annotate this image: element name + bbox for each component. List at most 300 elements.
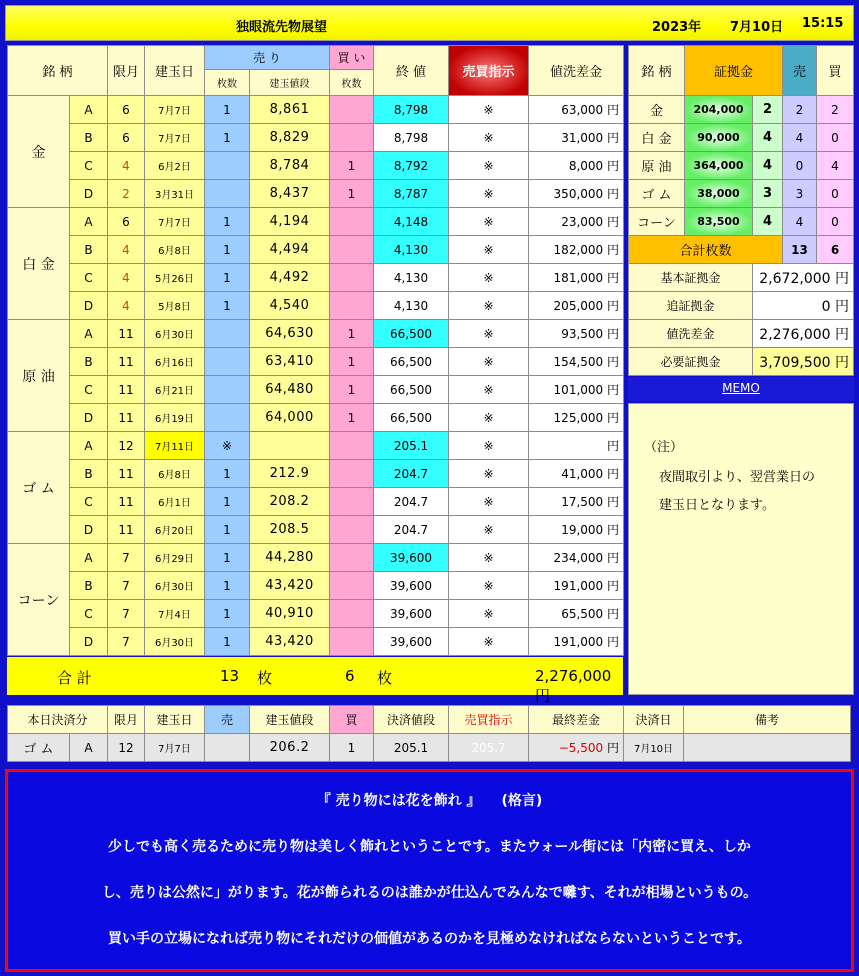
close-price: 66,500 [374, 404, 449, 432]
margin-row [629, 96, 854, 124]
mark-diff: 41,000 円 [529, 460, 624, 488]
buy-qty [330, 96, 374, 124]
margin-amount: 38,000 [685, 180, 753, 208]
sell-qty: 1 [205, 96, 250, 124]
col-close: 終 値 [374, 46, 449, 96]
position-row [8, 348, 624, 376]
contract-month: 6 [108, 208, 145, 236]
settle-open-date: 7月7日 [145, 734, 205, 762]
margin-buy: 0 [817, 208, 854, 236]
position-row [8, 488, 624, 516]
settle-col-final: 最終差金 [529, 706, 624, 734]
margin-col-sell: 売 [783, 46, 817, 96]
contract-month: 4 [108, 236, 145, 264]
margin-sell: 4 [783, 124, 817, 152]
signal: ※ [449, 544, 529, 572]
sub-label: B [70, 572, 108, 600]
close-price: 8,792 [374, 152, 449, 180]
contract-month: 4 [108, 264, 145, 292]
page-title: 独眼流先物展望 [236, 20, 328, 35]
close-price: 66,500 [374, 320, 449, 348]
position-row [8, 460, 624, 488]
contract-month: 11 [108, 404, 145, 432]
open-date: 3月31日 [145, 180, 205, 208]
sell-qty [205, 404, 250, 432]
open-date: 7月7日 [145, 124, 205, 152]
sell-qty [205, 180, 250, 208]
position-row [8, 544, 624, 572]
buy-qty: 1 [330, 320, 374, 348]
title-bar [5, 5, 854, 41]
sell-qty: 1 [205, 124, 250, 152]
open-price: 40,910 [250, 600, 330, 628]
sell-qty [205, 152, 250, 180]
mark-diff: 63,000 円 [529, 96, 624, 124]
open-price: 64,000 [250, 404, 330, 432]
sell-qty: 1 [205, 600, 250, 628]
proverb-line: 買い手の立場になれば売り物にそれだけの価値があるのかを見極めなければならないということです。 [108, 931, 751, 947]
total-sell-count: 13 [220, 667, 240, 685]
open-date: 6月8日 [145, 460, 205, 488]
signal: ※ [449, 376, 529, 404]
mark-diff: 8,000 円 [529, 152, 624, 180]
sub-label: A [70, 544, 108, 572]
sub-label: B [70, 236, 108, 264]
close-price: 39,600 [374, 572, 449, 600]
memo-link[interactable]: MEMO [628, 377, 854, 401]
buy-qty: 1 [330, 376, 374, 404]
contract-month: 11 [108, 516, 145, 544]
mark-diff: 234,000 円 [529, 544, 624, 572]
signal: ※ [449, 152, 529, 180]
margin-buy: 2 [817, 96, 854, 124]
proverb-title: 『 売り物には花を飾れ 』 (格言) [316, 793, 543, 809]
margin-amount: 90,000 [685, 124, 753, 152]
settle-final: −5,500 円 [529, 734, 624, 762]
buy-qty [330, 292, 374, 320]
settle-brand: ゴ ム [8, 734, 70, 762]
signal: ※ [449, 348, 529, 376]
brand-name: ゴ ム [8, 432, 70, 544]
settle-col-settle-price: 決済値段 [374, 706, 449, 734]
signal: ※ [449, 264, 529, 292]
signal: ※ [449, 628, 529, 656]
position-row [8, 208, 624, 236]
margin-count: 4 [753, 124, 783, 152]
position-row [8, 516, 624, 544]
settle-col-price: 建玉値段 [250, 706, 330, 734]
signal: ※ [449, 488, 529, 516]
open-price: 8,437 [250, 180, 330, 208]
buy-qty: 1 [330, 180, 374, 208]
settle-signal: 205.7 [449, 734, 529, 762]
position-row [8, 404, 624, 432]
mark-diff: 181,000 円 [529, 264, 624, 292]
close-price: 8,798 [374, 124, 449, 152]
sell-qty [205, 320, 250, 348]
open-date: 5月8日 [145, 292, 205, 320]
open-price: 4,540 [250, 292, 330, 320]
summary-label: 必要証拠金 [629, 348, 753, 376]
buy-qty: 1 [330, 404, 374, 432]
margin-brand: 金 [629, 96, 685, 124]
sub-label: B [70, 348, 108, 376]
sell-qty: 1 [205, 572, 250, 600]
position-row [8, 320, 624, 348]
brand-name: 原 油 [8, 320, 70, 432]
sell-qty: 1 [205, 460, 250, 488]
sub-label: A [70, 432, 108, 460]
mark-diff: 17,500 円 [529, 488, 624, 516]
settlement-table [7, 705, 851, 762]
open-date: 6月20日 [145, 516, 205, 544]
mark-diff: 93,500 円 [529, 320, 624, 348]
sell-qty: 1 [205, 264, 250, 292]
position-row [8, 96, 624, 124]
signal: ※ [449, 208, 529, 236]
margin-brand: ゴ ム [629, 180, 685, 208]
position-row [8, 376, 624, 404]
count-label: 合計枚数 [629, 236, 783, 264]
total-label: 合 計 [57, 669, 92, 687]
sub-label: D [70, 404, 108, 432]
open-price [250, 432, 330, 460]
settle-col-open-date: 建玉日 [145, 706, 205, 734]
sub-label: B [70, 124, 108, 152]
margin-count: 4 [753, 208, 783, 236]
mark-diff: 154,500 円 [529, 348, 624, 376]
contract-month: 11 [108, 460, 145, 488]
mark-diff: 350,000 円 [529, 180, 624, 208]
margin-summary-row [629, 348, 854, 376]
summary-value: 2,672,000 円 [753, 264, 854, 292]
sub-label: D [70, 516, 108, 544]
sell-qty [205, 376, 250, 404]
open-date: 5月26日 [145, 264, 205, 292]
signal: ※ [449, 124, 529, 152]
buy-qty: 1 [330, 348, 374, 376]
sell-qty: ※ [205, 432, 250, 460]
open-date: 6月1日 [145, 488, 205, 516]
settle-sub: A [70, 734, 108, 762]
margin-summary-row [629, 264, 854, 292]
margin-amount: 204,000 [685, 96, 753, 124]
col-signal: 売買指示 [449, 46, 529, 96]
margin-count: 2 [753, 96, 783, 124]
sub-label: A [70, 320, 108, 348]
total-amount: 2,276,000 円 [535, 667, 612, 705]
signal: ※ [449, 432, 529, 460]
open-date: 6月2日 [145, 152, 205, 180]
sell-qty: 1 [205, 516, 250, 544]
close-price: 204.7 [374, 516, 449, 544]
col-buy-qty: 枚数 [330, 70, 374, 96]
brand-name: 金 [8, 96, 70, 208]
close-price: 4,130 [374, 236, 449, 264]
margin-summary-row [629, 320, 854, 348]
open-price: 64,630 [250, 320, 330, 348]
header-date: 7月10日 [730, 20, 784, 35]
settle-month: 12 [108, 734, 145, 762]
total-row [7, 657, 623, 705]
open-date: 7月7日 [145, 208, 205, 236]
open-price: 212.9 [250, 460, 330, 488]
mark-diff: 101,000 円 [529, 376, 624, 404]
open-date: 6月30日 [145, 628, 205, 656]
open-price: 4,494 [250, 236, 330, 264]
close-price: 39,600 [374, 544, 449, 572]
sell-qty: 1 [205, 544, 250, 572]
signal: ※ [449, 516, 529, 544]
open-date: 6月8日 [145, 236, 205, 264]
sub-label: C [70, 600, 108, 628]
memo-box [628, 403, 854, 695]
sub-label: C [70, 488, 108, 516]
col-sell-qty: 枚数 [205, 70, 250, 96]
col-sell: 売 り [205, 46, 330, 70]
mark-diff: 65,500 円 [529, 600, 624, 628]
settle-col-sell: 売 [205, 706, 250, 734]
sub-label: C [70, 376, 108, 404]
summary-value: 3,709,500 円 [753, 348, 854, 376]
open-price: 63,410 [250, 348, 330, 376]
sub-label: C [70, 152, 108, 180]
contract-month: 11 [108, 348, 145, 376]
mark-diff: 205,000 円 [529, 292, 624, 320]
open-price: 64,480 [250, 376, 330, 404]
total-unit-sell: 枚 [257, 669, 273, 687]
buy-qty [330, 432, 374, 460]
header-time: 15:15 [802, 16, 844, 31]
open-price: 8,784 [250, 152, 330, 180]
margin-col-buy: 買 [817, 46, 854, 96]
margin-brand: 白 金 [629, 124, 685, 152]
contract-month: 2 [108, 180, 145, 208]
sub-label: D [70, 292, 108, 320]
open-date: 6月19日 [145, 404, 205, 432]
header-year: 2023年 [652, 20, 702, 35]
margin-count: 4 [753, 152, 783, 180]
close-price: 4,148 [374, 208, 449, 236]
position-row [8, 124, 624, 152]
close-price: 204.7 [374, 460, 449, 488]
open-date: 6月30日 [145, 572, 205, 600]
open-price: 44,280 [250, 544, 330, 572]
col-buy: 買 い [330, 46, 374, 70]
open-price: 4,194 [250, 208, 330, 236]
margin-buy: 0 [817, 124, 854, 152]
position-row [8, 180, 624, 208]
buy-qty [330, 572, 374, 600]
close-price: 8,787 [374, 180, 449, 208]
open-date: 6月29日 [145, 544, 205, 572]
total-buy-count: 6 [345, 667, 355, 685]
memo-line: 夜間取引より、翌営業日の [659, 470, 816, 485]
close-price: 39,600 [374, 628, 449, 656]
mark-diff: 182,000 円 [529, 236, 624, 264]
position-row [8, 152, 624, 180]
signal: ※ [449, 96, 529, 124]
buy-qty: 1 [330, 152, 374, 180]
brand-name: コーン [8, 544, 70, 656]
buy-qty [330, 208, 374, 236]
open-price: 43,420 [250, 572, 330, 600]
contract-month: 6 [108, 124, 145, 152]
sub-label: C [70, 264, 108, 292]
summary-value: 0 円 [753, 292, 854, 320]
contract-month: 12 [108, 432, 145, 460]
position-row [8, 628, 624, 656]
position-row [8, 292, 624, 320]
open-date: 6月21日 [145, 376, 205, 404]
signal: ※ [449, 180, 529, 208]
margin-table [628, 45, 854, 376]
contract-month: 6 [108, 96, 145, 124]
open-date: 7月4日 [145, 600, 205, 628]
mark-diff: 19,000 円 [529, 516, 624, 544]
sell-qty [205, 348, 250, 376]
position-row [8, 264, 624, 292]
sub-label: B [70, 460, 108, 488]
count-buy: 6 [817, 236, 854, 264]
settle-note [684, 734, 851, 762]
sell-qty: 1 [205, 236, 250, 264]
contract-month: 11 [108, 488, 145, 516]
contract-month: 11 [108, 320, 145, 348]
margin-brand: コーン [629, 208, 685, 236]
open-date: 6月16日 [145, 348, 205, 376]
close-price: 39,600 [374, 600, 449, 628]
brand-name: 白 金 [8, 208, 70, 320]
sub-label: D [70, 628, 108, 656]
sell-qty: 1 [205, 292, 250, 320]
sub-label: A [70, 96, 108, 124]
margin-amount: 364,000 [685, 152, 753, 180]
buy-qty [330, 460, 374, 488]
margin-amount: 83,500 [685, 208, 753, 236]
col-brand: 銘 柄 [8, 46, 108, 96]
signal: ※ [449, 404, 529, 432]
buy-qty [330, 264, 374, 292]
margin-row [629, 124, 854, 152]
mark-diff: 31,000 円 [529, 124, 624, 152]
buy-qty [330, 544, 374, 572]
col-diff: 値洗差金 [529, 46, 624, 96]
open-price: 4,492 [250, 264, 330, 292]
buy-qty [330, 488, 374, 516]
margin-sell: 2 [783, 96, 817, 124]
margin-brand: 原 油 [629, 152, 685, 180]
positions-table [7, 45, 624, 656]
close-price: 204.7 [374, 488, 449, 516]
open-date: 6月30日 [145, 320, 205, 348]
contract-month: 7 [108, 628, 145, 656]
buy-qty [330, 236, 374, 264]
settle-col-note: 備考 [684, 706, 851, 734]
open-price: 208.5 [250, 516, 330, 544]
proverb-box [5, 769, 854, 972]
margin-buy: 4 [817, 152, 854, 180]
margin-row [629, 180, 854, 208]
open-price: 43,420 [250, 628, 330, 656]
settle-col-buy: 買 [330, 706, 374, 734]
mark-diff: 191,000 円 [529, 628, 624, 656]
contract-month: 7 [108, 600, 145, 628]
col-open-date: 建玉日 [145, 46, 205, 96]
close-price: 4,130 [374, 292, 449, 320]
count-sell: 13 [783, 236, 817, 264]
buy-qty [330, 600, 374, 628]
close-price: 66,500 [374, 348, 449, 376]
signal: ※ [449, 320, 529, 348]
close-price: 66,500 [374, 376, 449, 404]
settle-price: 206.2 [250, 734, 330, 762]
sell-qty: 1 [205, 208, 250, 236]
open-price: 8,829 [250, 124, 330, 152]
margin-col-margin: 証拠金 [685, 46, 783, 96]
col-open-price: 建玉値段 [250, 70, 330, 96]
settle-col-signal: 売買指示 [449, 706, 529, 734]
col-month: 限月 [108, 46, 145, 96]
close-price: 205.1 [374, 432, 449, 460]
close-price: 8,798 [374, 96, 449, 124]
sub-label: D [70, 180, 108, 208]
open-price: 8,861 [250, 96, 330, 124]
proverb-line: し、売りは公然に」がります。花が飾られるのは誰かが仕込んでみんなで囃す、それが相場というもの。 [101, 885, 758, 901]
memo-line: 建玉日となります。 [659, 498, 775, 513]
memo-note: （注） [644, 440, 684, 455]
signal: ※ [449, 292, 529, 320]
sell-qty: 1 [205, 488, 250, 516]
summary-value: 2,276,000 円 [753, 320, 854, 348]
margin-sell: 0 [783, 152, 817, 180]
contract-month: 4 [108, 152, 145, 180]
mark-diff: 125,000 円 [529, 404, 624, 432]
close-price: 4,130 [374, 264, 449, 292]
position-row [8, 432, 624, 460]
margin-summary-row [629, 292, 854, 320]
margin-buy: 0 [817, 180, 854, 208]
settle-settle-price: 205.1 [374, 734, 449, 762]
sub-label: A [70, 208, 108, 236]
margin-row [629, 208, 854, 236]
margin-row [629, 152, 854, 180]
open-price: 208.2 [250, 488, 330, 516]
position-row [8, 236, 624, 264]
position-row [8, 600, 624, 628]
total-unit-buy: 枚 [377, 669, 393, 687]
summary-label: 値洗差金 [629, 320, 753, 348]
contract-month: 7 [108, 544, 145, 572]
proverb-line: 少しでも高く売るために売り物は美しく飾れということです。またウォール街には「内密に買え、しか [108, 839, 751, 855]
summary-label: 基本証拠金 [629, 264, 753, 292]
signal: ※ [449, 236, 529, 264]
buy-qty [330, 124, 374, 152]
settle-col-label: 本日決済分 [8, 706, 108, 734]
margin-count: 3 [753, 180, 783, 208]
settle-sell [205, 734, 250, 762]
buy-qty [330, 516, 374, 544]
mark-diff: 191,000 円 [529, 572, 624, 600]
settle-col-month: 限月 [108, 706, 145, 734]
signal: ※ [449, 460, 529, 488]
contract-month: 11 [108, 376, 145, 404]
contract-month: 7 [108, 572, 145, 600]
mark-diff: 23,000 円 [529, 208, 624, 236]
open-date: 7月11日 [145, 432, 205, 460]
margin-sell: 3 [783, 180, 817, 208]
sell-qty: 1 [205, 628, 250, 656]
